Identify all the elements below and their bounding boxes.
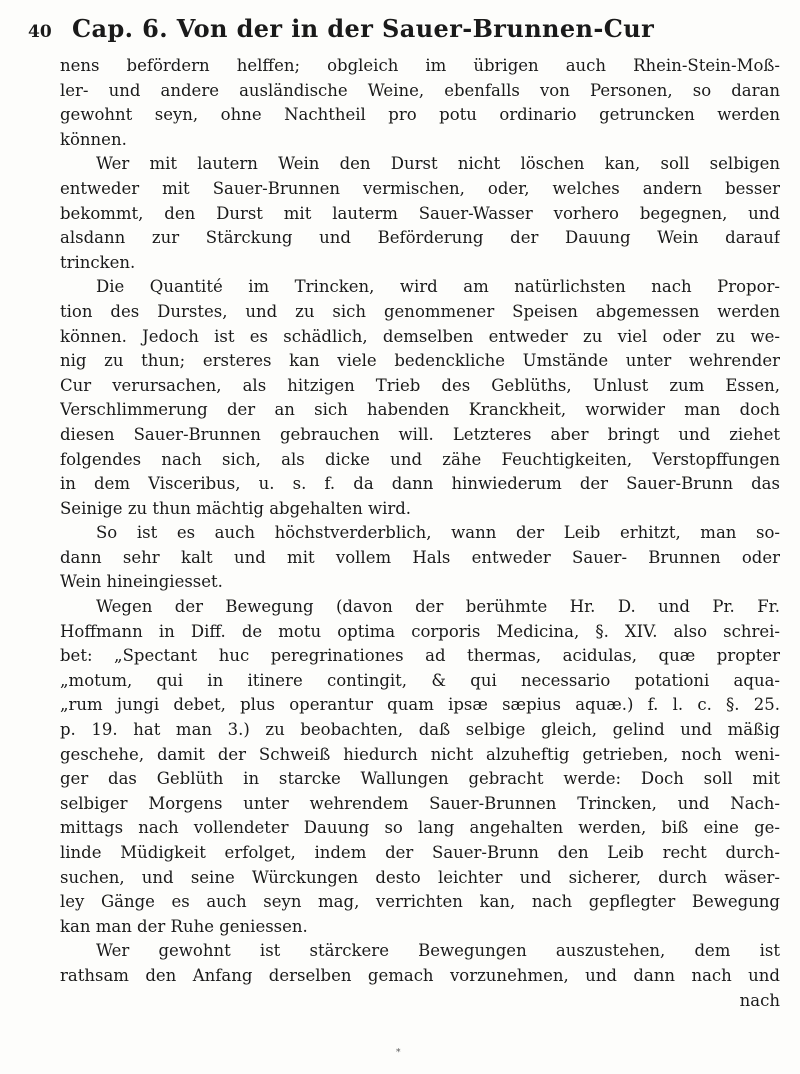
page-header — [28, 14, 780, 48]
text-line: rathsam den Anfang derselben gemach vorzunehmen, und dann nach und — [60, 965, 780, 985]
text-line: alsdann zur Stärckung und Beförderung der Dauung Wein darauf — [60, 228, 780, 248]
text-line: trincken. — [60, 252, 136, 272]
text-line: gewohnt seyn, ohne Nachtheil pro potu ordinario getruncken werden — [60, 105, 780, 125]
text-line: geschehe, damit der Schweiß hiedurch nicht alzuheftig getrieben, noch weni- — [60, 744, 780, 764]
running-title: Cap. 6. Von der in der Sauer-Brunnen-Cur — [72, 14, 655, 43]
text-line: Wer gewohnt ist stärckere Bewegungen auszustehen, dem ist — [96, 941, 780, 961]
text-line: nach — [739, 990, 780, 1010]
text-line: können. Jedoch ist es schädlich, demselben entweder zu viel oder zu we- — [60, 326, 780, 346]
text-line: ger das Geblüth in starcke Wallungen gebracht werde: Doch soll mit — [60, 769, 780, 789]
text-line: dann sehr kalt und mit vollem Hals entweder Sauer- Brunnen oder — [60, 547, 780, 567]
text-line: bekommt, den Durst mit lauterm Sauer-Wasser vorhero begegnen, und — [60, 203, 780, 223]
footer-mark: * — [396, 1048, 401, 1058]
text-line: ley Gänge es auch seyn mag, verrichten kan, nach gepflegter Bewegung — [60, 892, 780, 912]
text-line: diesen Sauer-Brunnen gebrauchen will. Letzteres aber bringt und ziehet — [60, 424, 780, 444]
text-line: tion des Durstes, und zu sich genommener Speisen abgemessen werden — [60, 301, 780, 321]
page-number: 40 — [28, 22, 52, 42]
text-line: mittags nach vollendeter Dauung so lang angehalten werden, biß eine ge- — [60, 818, 780, 838]
text-line: „motum, qui in itinere contingit, & qui necessario potationi aqua- — [60, 670, 780, 690]
text-line: bet: „Spectant huc peregrinationes ad thermas, acidulas, quæ propter — [60, 646, 780, 666]
text-line: können. — [60, 129, 127, 149]
text-line: Wegen der Bewegung (davon der berühmte Hr. D. und Pr. Fr. — [96, 597, 780, 617]
text-line: Wein hineingiesset. — [60, 572, 223, 592]
text-line: Hoffmann in Diff. de motu optima corporis Medicina, §. XIV. also schrei- — [60, 621, 780, 641]
text-line: entweder mit Sauer-Brunnen vermischen, oder, welches andern besser — [60, 178, 780, 198]
text-line: Wer mit lautern Wein den Durst nicht löschen kan, soll selbigen — [96, 154, 780, 174]
text-line: „rum jungi debet, plus operantur quam ipsæ sæpius aquæ.) f. l. c. §. 25. — [60, 695, 780, 715]
text-line: kan man der Ruhe geniessen. — [60, 916, 308, 936]
text-line: linde Müdigkeit erfolget, indem der Sauer-Brunn den Leib recht durch- — [60, 843, 780, 862]
text-line: nig zu thun; ersteres kan viele bedenckliche Umstände unter wehrender — [60, 351, 780, 371]
text-line: Seinige zu thun mächtig abgehalten wird. — [60, 498, 412, 518]
text-line: folgendes nach sich, als dicke und zähe Feuchtigkeiten, Verstopffungen — [60, 449, 780, 469]
text-line: Die Quantité im Trincken, wird am natürlichsten nach Propor- — [96, 277, 780, 297]
text-line: p. 19. hat man 3.) zu beobachten, daß selbige gleich, gelind und mäßig — [60, 720, 780, 740]
text-line: in dem Visceribus, u. s. f. da dann hinwiederum der Sauer-Brunn das — [60, 474, 780, 494]
text-line: selbiger Morgens unter wehrendem Sauer-Brunnen Trincken, und Nach- — [60, 793, 780, 813]
text-line: So ist es auch höchstverderblich, wann der Leib erhitzt, man so- — [96, 523, 780, 543]
text-line: nens befördern helffen; obgleich im übrigen auch Rhein-Stein-Moß- — [60, 56, 780, 75]
text-line: ler- und andere ausländische Weine, ebenfalls von Personen, so daran — [60, 80, 780, 100]
text-line: suchen, und seine Würckungen desto leichter und sicherer, durch wäser- — [60, 867, 780, 887]
text-line: Cur verursachen, als hitzigen Trieb des Geblüths, Unlust zum Essen, — [60, 375, 780, 395]
text-line: Verschlimmerung der an sich habenden Kranckheit, worwider man doch — [60, 400, 780, 420]
body-text — [60, 54, 780, 1013]
